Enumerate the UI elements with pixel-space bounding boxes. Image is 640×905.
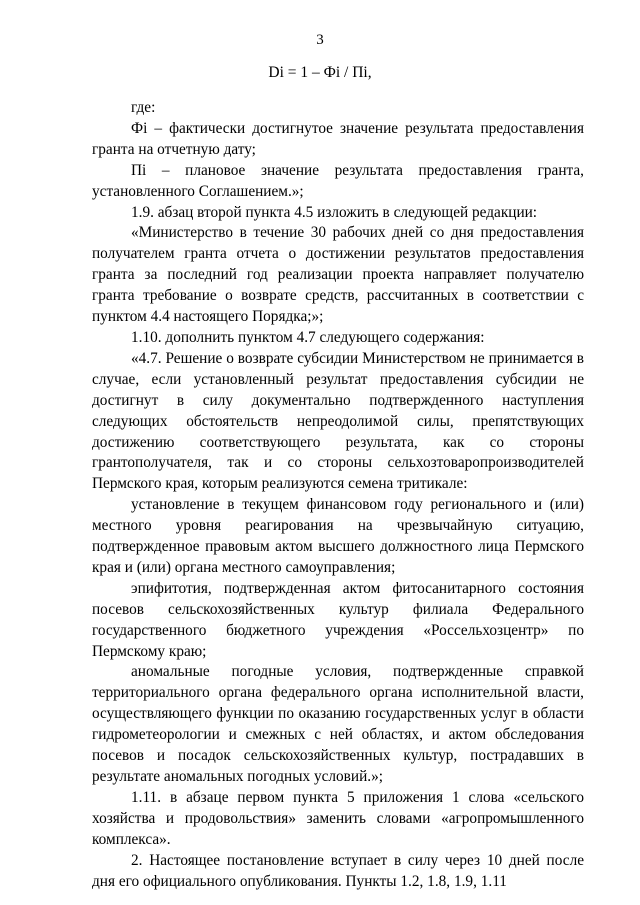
paragraph-1-11: 1.11. в абзаце первом пункта 5 приложения 1 слова «сельского хозяйства и продовольствия» заменить словами «агропромышленного комплекса».	[92, 788, 584, 848]
paragraph-1-10: 1.10. дополнить пунктом 4.7 следующего содержания:	[131, 328, 485, 346]
paragraph-epiphytotic: эпифитотия, подтвержденная актом фитосанитарного состояния посевов сельскохозяйственных культур филиала Федерального государственного бюджетного учреждения «Россельхозцентр» по Пермскому краю;	[92, 579, 584, 660]
paragraph-emergency: установление в текущем финансовом году регионального и (или) местного уровня реагирования на чрезвычайную ситуацию, подтвержденное правовым актом высшего должностного лица Пермского края и (или) органа местного самоуправления;	[92, 496, 584, 576]
page-number: 3	[316, 32, 324, 48]
paragraph-2-effective: 2. Настоящее постановление вступает в силу через 10 дней после дня его официального опубликования. Пункты 1.2, 1.8, 1.9, 1.11	[92, 851, 584, 890]
paragraph-weather: аномальные погодные условия, подтвержденные справкой территориального органа федерального органа исполнительной власти, осуществляющего функции по оказанию государственных услуг в области гидрометеорологии и смежных с ней областях, и актом обследования посевов и посадок сельскохозяйственных культур, пострадавших в результате аномальных погодных условий.»;	[92, 663, 584, 785]
formula: Di = 1 – Фi / Пi,	[268, 64, 372, 81]
paragraph-where: где:	[131, 99, 156, 116]
paragraph-ministry-quote: «Министерство в течение 30 рабочих дней со дня предоставления получателем гранта отчета о достижении результатов предоставления гранта за последний год реализации проекта направляет получателю гранта требование о возврате средств, рассчитанных в соответствии с пунктом 4.4 настоящего Порядка;»;	[92, 224, 584, 326]
paragraph-pi-definition: Пi – плановое значение результата предоставления гранта, установленного Соглашением.»;	[92, 161, 584, 200]
document-body	[92, 98, 584, 892]
paragraph-fi-definition: Фi – фактически достигнутое значение результата предоставления гранта на отчетную дату;	[92, 119, 584, 158]
paragraph-4-7: «4.7. Решение о возврате субсидии Министерством не принимается в случае, если установленный результат предоставления субсидии не достигнут в силу документально подтвержденного наступления следующих обстоятельств непреодолимой силы, препятствующих достижению соответствующего результата, как со стороны грантополучателя, так и со стороны сельхозтоваропроизводителей Пермского края, которым реализуются семена тритикале:	[92, 349, 584, 493]
paragraph-1-9: 1.9. абзац второй пункта 4.5 изложить в следующей редакции:	[131, 203, 538, 221]
